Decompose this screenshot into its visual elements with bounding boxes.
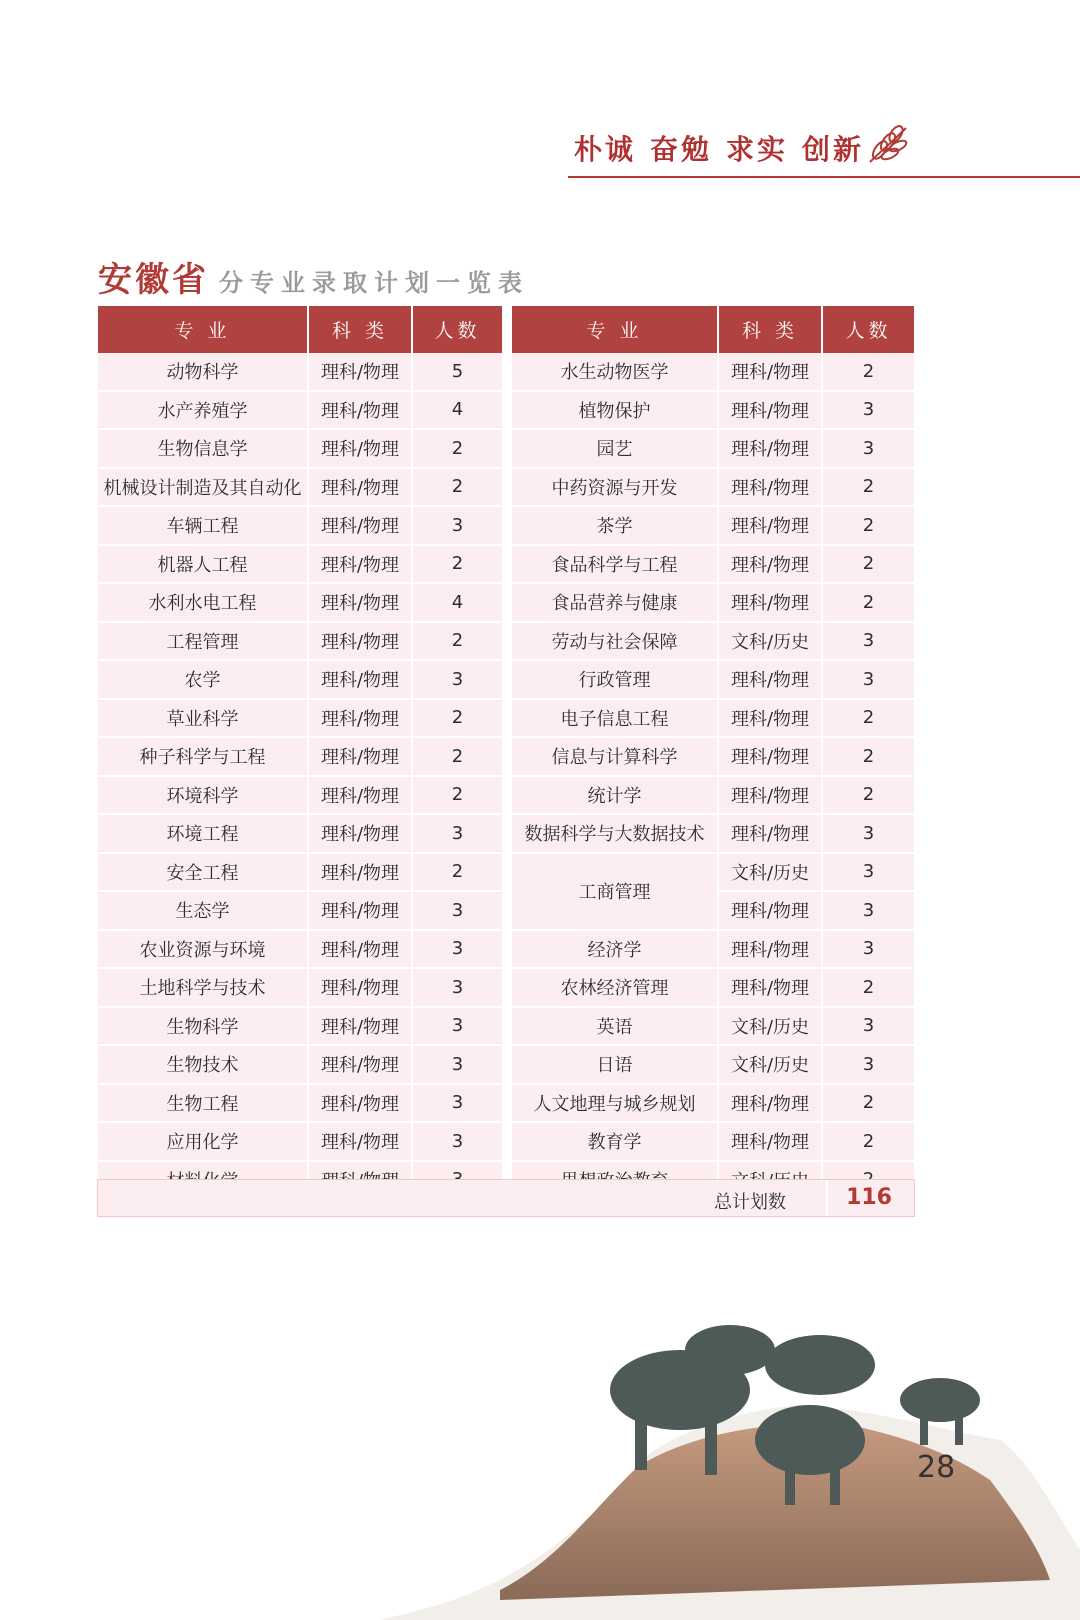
motto-word: 求实 — [726, 133, 789, 166]
table-row — [98, 429, 502, 468]
cell-category: 理科/物理 — [308, 353, 412, 391]
table-row — [98, 968, 502, 1007]
cell-major: 水利水电工程 — [98, 583, 308, 622]
table-row — [512, 660, 914, 699]
cell-count: 2 — [412, 468, 502, 507]
title-subtitle: 分专业录取计划一览表 — [219, 269, 529, 297]
cell-major: 日语 — [512, 1045, 718, 1084]
cell-count: 4 — [412, 583, 502, 622]
cell-category: 理科/物理 — [308, 737, 412, 776]
motto-word: 朴诚 — [574, 133, 637, 166]
cell-category: 理科/物理 — [308, 429, 412, 468]
cell-count: 2 — [822, 506, 914, 545]
table-row — [98, 814, 502, 853]
cell-count: 3 — [412, 1122, 502, 1161]
column-header-major: 专 业 — [512, 306, 718, 353]
column-header-category: 科 类 — [718, 306, 822, 353]
table-row — [98, 391, 502, 430]
cell-category: 理科/物理 — [718, 583, 822, 622]
cell-count: 5 — [412, 353, 502, 391]
header-divider — [568, 176, 1080, 178]
cell-major: 生物信息学 — [98, 429, 308, 468]
cell-major: 水产养殖学 — [98, 391, 308, 430]
cell-major: 人文地理与城乡规划 — [512, 1084, 718, 1123]
cell-major: 数据科学与大数据技术 — [512, 814, 718, 853]
cell-category: 理科/物理 — [718, 776, 822, 815]
cell-category: 理科/物理 — [308, 968, 412, 1007]
table-row — [512, 968, 914, 1007]
table-row — [512, 545, 914, 584]
cell-category: 理科/物理 — [308, 1045, 412, 1084]
cell-major: 电子信息工程 — [512, 699, 718, 738]
cell-major: 英语 — [512, 1007, 718, 1046]
cell-major: 劳动与社会保障 — [512, 622, 718, 661]
table-row — [512, 930, 914, 969]
cell-count: 4 — [412, 391, 502, 430]
table-row — [98, 1084, 502, 1123]
cell-count: 3 — [822, 622, 914, 661]
cell-category: 理科/物理 — [308, 699, 412, 738]
column-header-category: 科 类 — [308, 306, 412, 353]
cell-category: 文科/历史 — [718, 622, 822, 661]
cell-count: 2 — [822, 468, 914, 507]
cell-count: 3 — [412, 814, 502, 853]
province-name: 安徽省 — [98, 260, 209, 300]
column-header-major: 专 业 — [98, 306, 308, 353]
table-row — [98, 506, 502, 545]
cell-count: 2 — [412, 699, 502, 738]
cell-major: 食品科学与工程 — [512, 545, 718, 584]
cell-category: 理科/物理 — [718, 1122, 822, 1161]
cell-major: 茶学 — [512, 506, 718, 545]
cell-major: 生物技术 — [98, 1045, 308, 1084]
cell-category: 理科/物理 — [718, 814, 822, 853]
cell-category: 理科/物理 — [718, 506, 822, 545]
cell-count: 3 — [822, 1045, 914, 1084]
table-row — [512, 622, 914, 661]
cell-category: 理科/物理 — [718, 468, 822, 507]
left-plan-table — [98, 306, 502, 1200]
total-label: 总计划数 — [714, 1192, 786, 1213]
motto — [574, 128, 878, 168]
table-header-row — [512, 306, 914, 353]
cell-count: 2 — [822, 776, 914, 815]
cell-category: 理科/物理 — [308, 1122, 412, 1161]
cell-category: 文科/历史 — [718, 1045, 822, 1084]
cell-category: 理科/物理 — [308, 583, 412, 622]
cell-major: 行政管理 — [512, 660, 718, 699]
table-row — [98, 737, 502, 776]
table-row — [512, 699, 914, 738]
cell-category: 理科/物理 — [308, 1007, 412, 1046]
cell-category: 理科/物理 — [718, 429, 822, 468]
cell-count: 2 — [412, 776, 502, 815]
table-row — [98, 776, 502, 815]
cell-major: 经济学 — [512, 930, 718, 969]
bull-statues-icon — [380, 1290, 1080, 1620]
cell-major: 车辆工程 — [98, 506, 308, 545]
cell-major: 种子科学与工程 — [98, 737, 308, 776]
table-row — [98, 622, 502, 661]
cell-major: 动物科学 — [98, 353, 308, 391]
motto-word: 创新 — [802, 133, 865, 166]
table-row — [512, 1007, 914, 1046]
cell-category: 理科/物理 — [308, 391, 412, 430]
cell-count: 3 — [822, 814, 914, 853]
table-row — [512, 1122, 914, 1161]
cell-count: 3 — [412, 930, 502, 969]
table-row — [512, 391, 914, 430]
cell-major: 工商管理 — [512, 853, 718, 930]
cell-category: 理科/物理 — [718, 930, 822, 969]
cell-category: 理科/物理 — [718, 545, 822, 584]
motto-word: 奋勉 — [650, 133, 713, 166]
cell-major: 生物科学 — [98, 1007, 308, 1046]
cell-count: 3 — [822, 891, 914, 930]
table-row — [512, 583, 914, 622]
cell-major: 工程管理 — [98, 622, 308, 661]
table-row — [512, 353, 914, 391]
table-header-row — [98, 306, 502, 353]
cell-count: 2 — [822, 353, 914, 391]
table-row — [512, 1084, 914, 1123]
cell-count: 3 — [412, 660, 502, 699]
cell-major: 植物保护 — [512, 391, 718, 430]
cell-count: 2 — [822, 699, 914, 738]
cell-category: 理科/物理 — [718, 968, 822, 1007]
cell-major: 生态学 — [98, 891, 308, 930]
cell-major: 水生动物医学 — [512, 353, 718, 391]
table-row — [98, 545, 502, 584]
table-row — [512, 468, 914, 507]
cell-major: 统计学 — [512, 776, 718, 815]
cell-count: 2 — [412, 622, 502, 661]
cell-count: 3 — [822, 1007, 914, 1046]
cell-major: 草业科学 — [98, 699, 308, 738]
cell-major: 生物工程 — [98, 1084, 308, 1123]
table-row — [98, 930, 502, 969]
table-row — [512, 429, 914, 468]
cell-major: 机器人工程 — [98, 545, 308, 584]
cell-major: 农林经济管理 — [512, 968, 718, 1007]
cell-count: 3 — [412, 968, 502, 1007]
total-divider — [826, 1180, 828, 1216]
cell-category: 理科/物理 — [308, 545, 412, 584]
table-row — [512, 853, 914, 892]
cell-count: 2 — [412, 429, 502, 468]
total-value: 116 — [846, 1185, 892, 1210]
cell-count: 2 — [412, 737, 502, 776]
table-row — [512, 776, 914, 815]
cell-category: 理科/物理 — [718, 391, 822, 430]
cell-count: 3 — [412, 891, 502, 930]
table-row — [512, 506, 914, 545]
cell-category: 理科/物理 — [308, 853, 412, 892]
table-row — [98, 699, 502, 738]
right-plan-table — [512, 306, 914, 1200]
cell-count: 2 — [822, 1122, 914, 1161]
cell-major: 环境科学 — [98, 776, 308, 815]
cell-count: 2 — [412, 545, 502, 584]
cell-category: 理科/物理 — [718, 699, 822, 738]
cell-count: 3 — [822, 853, 914, 892]
cell-count: 2 — [822, 545, 914, 584]
cell-major: 机械设计制造及其自动化 — [98, 468, 308, 507]
cell-major: 环境工程 — [98, 814, 308, 853]
cell-category: 文科/历史 — [718, 853, 822, 892]
cell-count: 2 — [822, 1084, 914, 1123]
table-row — [512, 737, 914, 776]
cell-count: 2 — [412, 853, 502, 892]
cell-category: 理科/物理 — [308, 468, 412, 507]
cell-count: 3 — [412, 1007, 502, 1046]
page-title — [98, 252, 529, 301]
table-row — [98, 583, 502, 622]
cell-count: 3 — [822, 930, 914, 969]
cell-count: 2 — [822, 968, 914, 1007]
cell-major: 食品营养与健康 — [512, 583, 718, 622]
cell-major: 中药资源与开发 — [512, 468, 718, 507]
cell-major: 农学 — [98, 660, 308, 699]
cell-major: 教育学 — [512, 1122, 718, 1161]
cell-category: 理科/物理 — [308, 506, 412, 545]
table-row — [98, 1122, 502, 1161]
cell-count: 3 — [822, 660, 914, 699]
cell-major: 土地科学与技术 — [98, 968, 308, 1007]
cell-count: 3 — [412, 1045, 502, 1084]
cell-major: 农业资源与环境 — [98, 930, 308, 969]
cell-category: 文科/历史 — [718, 1007, 822, 1046]
cell-major: 信息与计算科学 — [512, 737, 718, 776]
cell-major: 应用化学 — [98, 1122, 308, 1161]
cell-category: 理科/物理 — [718, 660, 822, 699]
cell-major: 安全工程 — [98, 853, 308, 892]
cell-category: 理科/物理 — [308, 891, 412, 930]
table-row — [98, 1007, 502, 1046]
page-number: 28 — [917, 1450, 956, 1485]
table-row — [98, 1045, 502, 1084]
cell-category: 理科/物理 — [308, 622, 412, 661]
cell-category: 理科/物理 — [718, 737, 822, 776]
cell-category: 理科/物理 — [718, 1084, 822, 1123]
cell-count: 2 — [822, 737, 914, 776]
cell-count: 3 — [412, 506, 502, 545]
total-row — [97, 1179, 915, 1217]
cell-count: 3 — [412, 1084, 502, 1123]
table-row — [512, 1045, 914, 1084]
table-row — [98, 891, 502, 930]
column-header-count: 人数 — [822, 306, 914, 353]
cell-category: 理科/物理 — [308, 776, 412, 815]
wheat-leaf-icon — [866, 122, 914, 166]
table-row — [98, 660, 502, 699]
cell-category: 理科/物理 — [308, 930, 412, 969]
table-row — [98, 853, 502, 892]
cell-count: 2 — [822, 583, 914, 622]
cell-category: 理科/物理 — [308, 660, 412, 699]
cell-category: 理科/物理 — [308, 814, 412, 853]
cell-category: 理科/物理 — [308, 1084, 412, 1123]
table-row — [98, 468, 502, 507]
cell-category: 理科/物理 — [718, 891, 822, 930]
cell-major: 园艺 — [512, 429, 718, 468]
table-row — [512, 814, 914, 853]
table-row — [98, 353, 502, 391]
column-header-count: 人数 — [412, 306, 502, 353]
cell-count: 3 — [822, 429, 914, 468]
cell-count: 3 — [822, 391, 914, 430]
cell-category: 理科/物理 — [718, 353, 822, 391]
